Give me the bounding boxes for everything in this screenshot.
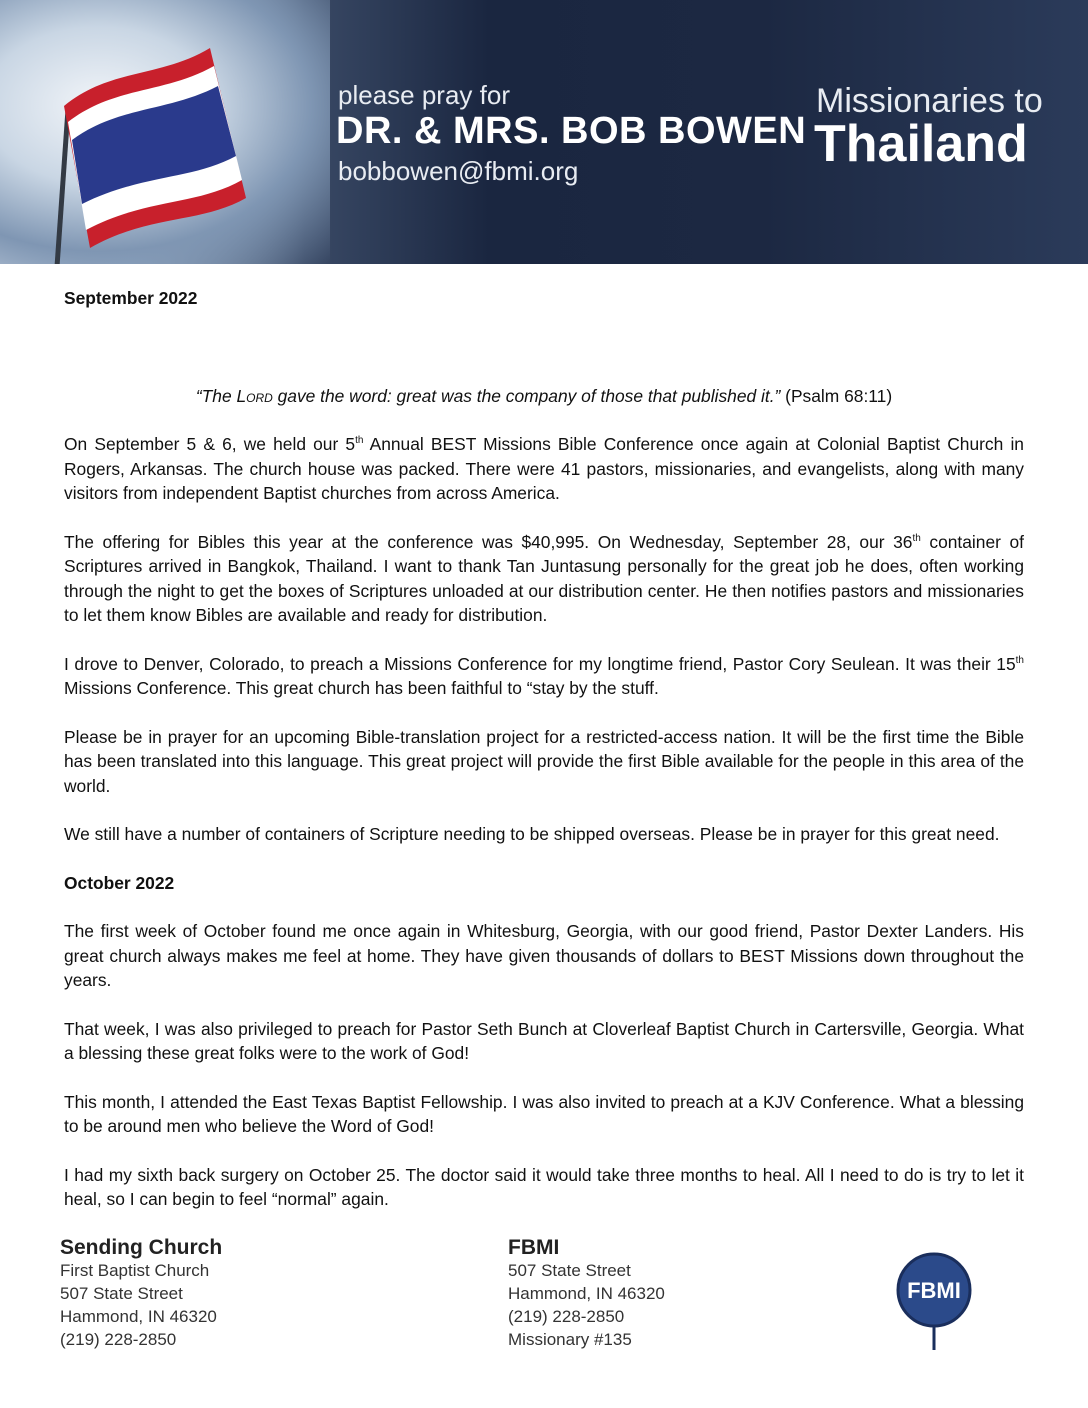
section-heading-september: September 2022	[64, 288, 198, 308]
paragraph-whitesburg: The first week of October found me once again in Whitesburg, Georgia, with our good friend, Pastor Dexter Landers. His great church always makes me feel at home. They have given thousands of dollars to BEST Missions down throughout the years.	[64, 921, 1024, 990]
paragraph-offering: The offering for Bibles this year at the conference was $40,995. On Wednesday, September 28, our 36th container of Scriptures arrived in Bangkok, Thailand. I want to thank Tan Juntasung personally for the great job he does, often working through the night to get the boxes of Scriptures unloaded at our distribution center. He then notifies pastors and missionaries to let them know Bibles are available and ready for distribution.	[64, 531, 1024, 625]
fbmi-logo	[894, 1246, 974, 1359]
letter-body	[64, 286, 1024, 1212]
paragraph-denver: I drove to Denver, Colorado, to preach a Missions Conference for my longtime friend, Pastor Cory Seulean. It was their 15th Missions Conference. This great church has been faithful to “stay by the stuff.	[64, 653, 1024, 698]
sending-church-name: First Baptist Church	[60, 1261, 210, 1280]
section-heading-october: October 2022	[64, 872, 175, 893]
fbmi-street: 507 State Street	[508, 1261, 631, 1280]
fbmi-title: FBMI	[508, 1236, 560, 1259]
fbmi-city: Hammond, IN 46320	[508, 1284, 665, 1303]
email-address[interactable]: bobbowen@fbmi.org	[338, 156, 579, 186]
paragraph-surgery: I had my sixth back surgery on October 25. The doctor said it would take three months to heal. All I need to do is try to let it heal, so I can begin to feel “normal” again.	[64, 1164, 1024, 1209]
missionary-number: Missionary #135	[508, 1330, 632, 1349]
paragraph-cloverleaf: That week, I was also privileged to preach for Pastor Seth Bunch at Cloverleaf Baptist Church in Cartersville, Georgia. What a blessing these great folks were to the work of God!	[64, 1018, 1024, 1063]
thai-flag-icon	[60, 48, 280, 248]
missionary-names: DR. & MRS. BOB BOWEN	[336, 110, 807, 152]
sending-church-street: 507 State Street	[60, 1284, 183, 1303]
sending-church-city: Hammond, IN 46320	[60, 1307, 217, 1326]
sending-church-title: Sending Church	[60, 1236, 223, 1259]
sending-church-phone: (219) 228-2850	[60, 1330, 177, 1349]
paragraph-fellowship: This month, I attended the East Texas Baptist Fellowship. I was also invited to preach at a KJV Conference. What a blessing to be around men who believe the Word of God!	[64, 1091, 1024, 1136]
sending-church-block	[60, 1236, 222, 1351]
paragraph-containers: We still have a number of containers of Scripture needing to be shipped overseas. Please be in prayer for this great need.	[64, 824, 1000, 844]
pray-line: please pray for	[338, 80, 510, 110]
fbmi-logo-text: FBMI	[907, 1278, 961, 1303]
paragraph-translation: Please be in prayer for an upcoming Bible-translation project for a restricted-access nation. It will be the first time the Bible has been translated into this language. This great project will provide the first Bible available for the people in this area of the world.	[64, 726, 1024, 796]
missionaries-to-label: Missionaries to	[816, 82, 1043, 120]
fbmi-phone: (219) 228-2850	[508, 1307, 625, 1326]
paragraph-conference: On September 5 & 6, we held our 5th Annual BEST Missions Bible Conference once again at Colonial Baptist Church in Rogers, Arkansas. The church house was packed. There were 41 pastors, missionaries, and evangelists, along with many visitors from independent Baptist churches from across America.	[64, 434, 1024, 503]
fbmi-block	[508, 1236, 665, 1351]
country-name: Thailand	[814, 115, 1028, 173]
scripture-quote: “The Lord gave the word: great was the company of those that published it.” (Psalm 68:11)	[195, 385, 893, 406]
header-banner	[0, 0, 1088, 264]
